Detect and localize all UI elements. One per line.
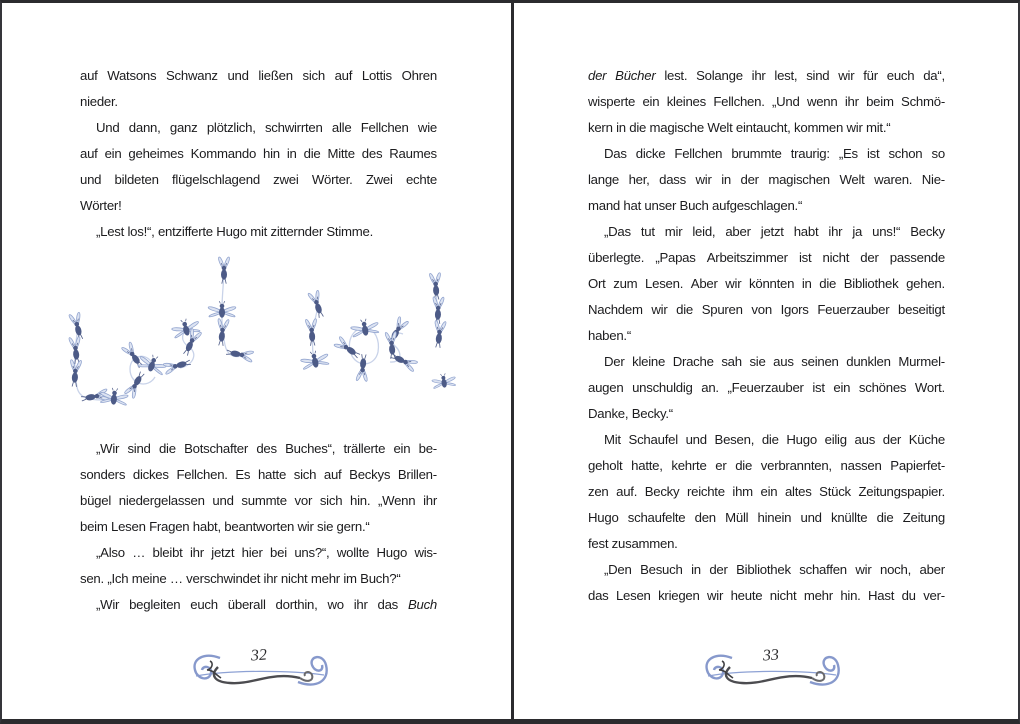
text-line: sen. „Ich meine … verschwindet ihr nicht mehr im Buch?“: [80, 571, 401, 586]
left-page-footer: [184, 647, 334, 693]
text-line: „Wir sind die Botschafter des Buches“, trällerte ein be-: [96, 441, 437, 456]
text-line: bügel niedergelassen und summte vor sich hin. „Wenn ihr: [80, 493, 437, 508]
text-line: kern in die magische Welt eintaucht, kommen wir mit.“: [588, 120, 891, 135]
page-gutter-divider: [511, 3, 514, 724]
text-line: geholt hatte, kehrte er die verbrannten, nassen Papierfet-: [588, 458, 945, 473]
text-line: „Lest los!“, entzifferte Hugo mit zitternder Stimme.: [96, 224, 373, 239]
left-page-text-bottom: [80, 436, 437, 618]
text-line: beim Lesen Fragen habt, beantworten wir sie gern.“: [80, 519, 370, 534]
page-number-left: 32: [250, 646, 268, 665]
text-line: auf Watsons Schwanz und ließen sich auf Lottis Ohren: [80, 68, 437, 83]
page-number-right: 33: [762, 646, 780, 665]
text-line: haben.“: [588, 328, 631, 343]
text-line: fest zusammen.: [588, 536, 678, 551]
letterform-guides: [75, 275, 439, 400]
text-line: Und dann, ganz plötzlich, schwirrten alle Fellchen wie: [96, 120, 437, 135]
text-line: Ort zum Lesen. Aber wir könnten in die Bibliothek gehen.: [588, 276, 945, 291]
fairy-letters-svg: [62, 249, 482, 429]
text-line: „Das tut mir leid, aber jetzt habt ihr ja uns!“ Becky: [604, 224, 945, 239]
text-line: Wörter!: [80, 198, 122, 213]
text-line: zen auf. Becky reichte ihm ein altes Stück Zeitungspapier.: [588, 484, 945, 499]
text-line: Danke, Becky.“: [588, 406, 673, 421]
text-line: das Lesen kriegen wir heute nicht mehr hin. Hast du ver-: [588, 588, 945, 603]
text-line: Hugo schaufelte den Müll hinein und knüllte die Zeitung: [588, 510, 945, 525]
text-line: nieder.: [80, 94, 118, 109]
text-line: Das dicke Fellchen brummte traurig: „Es ist schon so: [604, 146, 945, 161]
text-line: überlegte. „Papas Arbeitszimmer ist nicht der passende: [588, 250, 945, 265]
text-line: Der kleine Drache sah sie aus seinen dunklen Murmel-: [604, 354, 945, 369]
text-line: sonders dickes Fellchen. Es hatte sich auf Beckys Brillen-: [80, 467, 437, 482]
text-line: mand hat unser Buch aufgeschlagen.“: [588, 198, 803, 213]
right-page-text: [588, 63, 945, 609]
text-line: lange her, dass wir in der magischen Welt waren. Nie-: [588, 172, 945, 187]
text-line: „Den Besuch in der Bibliothek schaffen wir noch, aber: [604, 562, 945, 577]
lest-los-fairy-illustration: [62, 249, 482, 429]
left-page-text-top: [80, 63, 437, 245]
text-line: „Also … bleibt ihr jetzt hier bei uns?“, wollte Hugo wis-: [96, 545, 437, 560]
text-line: „Wir begleiten euch überall dorthin, wo ihr das Buch: [96, 597, 437, 612]
text-line: der Bücher lest. Solange ihr lest, sind wir für euch da“,: [588, 68, 945, 83]
right-page-footer: [696, 647, 846, 693]
text-line: augen unschuldig an. „Feuerzauber ist ein schönes Wort.: [588, 380, 945, 395]
text-line: auf ein geheimes Kommando hin in die Mitte des Raumes: [80, 146, 437, 161]
text-line: Mit Schaufel und Besen, die Hugo eilig aus der Küche: [604, 432, 945, 447]
text-line: wisperte ein kleines Fellchen. „Und wenn ihr beim Schmö-: [588, 94, 945, 109]
text-line: Nachdem wir die Spuren von Igors Feuerzauber beseitigt: [588, 302, 945, 317]
text-line: und bildeten flügelschlagend zwei Wörter. Zwei echte: [80, 172, 437, 187]
